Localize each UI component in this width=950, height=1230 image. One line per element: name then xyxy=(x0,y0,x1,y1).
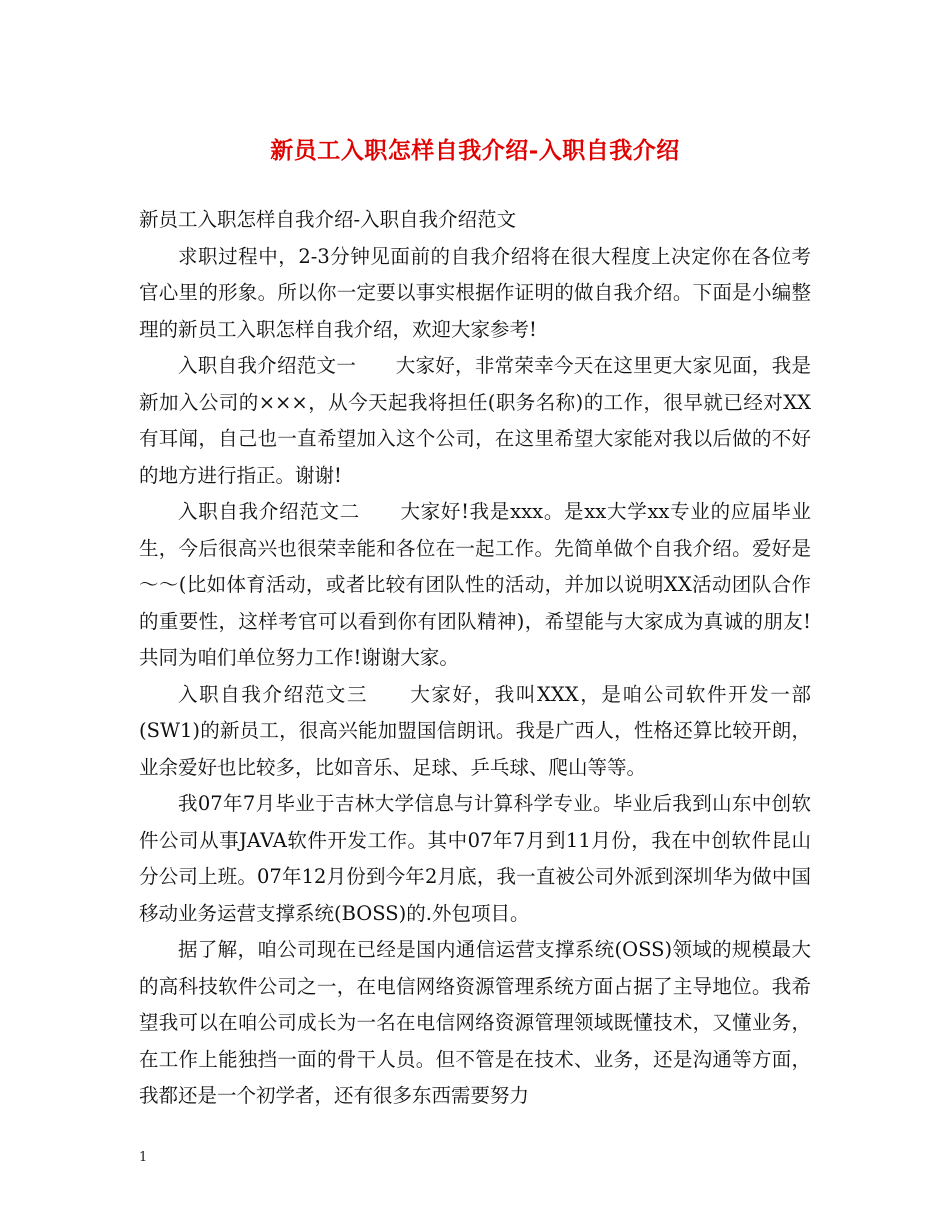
paragraph-work-history: 我07年7月毕业于吉林大学信息与计算科学专业。毕业后我到山东中创软件公司从事JAVA软件开发工作。其中07年7月到11月份，我在中创软件昆山分公司上班。07年12月份到今年2月底，我一直被公司外派到深圳华为做中国移动业务运营支撑系统(BOSS)的.外包项目。 xyxy=(139,792,811,925)
document-title: 新员工入职怎样自我介绍-入职自我介绍 xyxy=(270,137,680,164)
paragraph-intro: 求职过程中，2-3分钟见面前的自我介绍将在很大程度上决定你在各位考官心里的形象。所以你一定要以事实根据作证明的做自我介绍。下面是小编整理的新员工入职怎样自我介绍，欢迎大家参考! xyxy=(139,244,811,341)
page-number: 1 xyxy=(139,1150,148,1165)
paragraph-sample-two: 入职自我介绍范文二 大家好!我是xxx。是xx大学xx专业的应届毕业生，今后很高兴也很荣幸能和各位在一起工作。先简单做个自我介绍。爱好是～～(比如体育活动，或者比较有团队性的活动，并加以说明XX活动团队合作的重要性，这样考官可以看到你有团队精神)，希望能与大家成为真诚的朋友!共同为咱们单位努力工作!谢谢大家。 xyxy=(139,500,811,669)
paragraph-sample-three: 入职自我介绍范文三 大家好，我叫XXX，是咱公司软件开发一部(SW1)的新员工，很高兴能加盟国信朗讯。我是广西人，性格还算比较开朗，业余爱好也比较多，比如音乐、足球、乒乓球、爬山等等。 xyxy=(139,682,811,779)
paragraph-sample-one: 入职自我介绍范文一 大家好，非常荣幸今天在这里更大家见面，我是新加入公司的×××，从今天起我将担任(职务名称)的工作，很早就已经对XX有耳闻，自己也一直希望加入这个公司，在这里希望大家能对我以后做的不好的地方进行指正。谢谢! xyxy=(139,354,811,487)
document-subtitle: 新员工入职怎样自我介绍-入职自我介绍范文 xyxy=(139,208,517,231)
paragraph-company-goals: 据了解，咱公司现在已经是国内通信运营支撑系统(OSS)领域的规模最大的高科技软件公司之一，在电信网络资源管理系统方面占据了主导地位。我希望我可以在咱公司成长为一名在电信网络资源管理领域既懂技术，又懂业务，在工作上能独挡一面的骨干人员。但不管是在技术、业务，还是沟通等方面，我都还是一个初学者，还有很多东西需要努力 xyxy=(139,938,811,1107)
document-body xyxy=(139,202,811,1115)
